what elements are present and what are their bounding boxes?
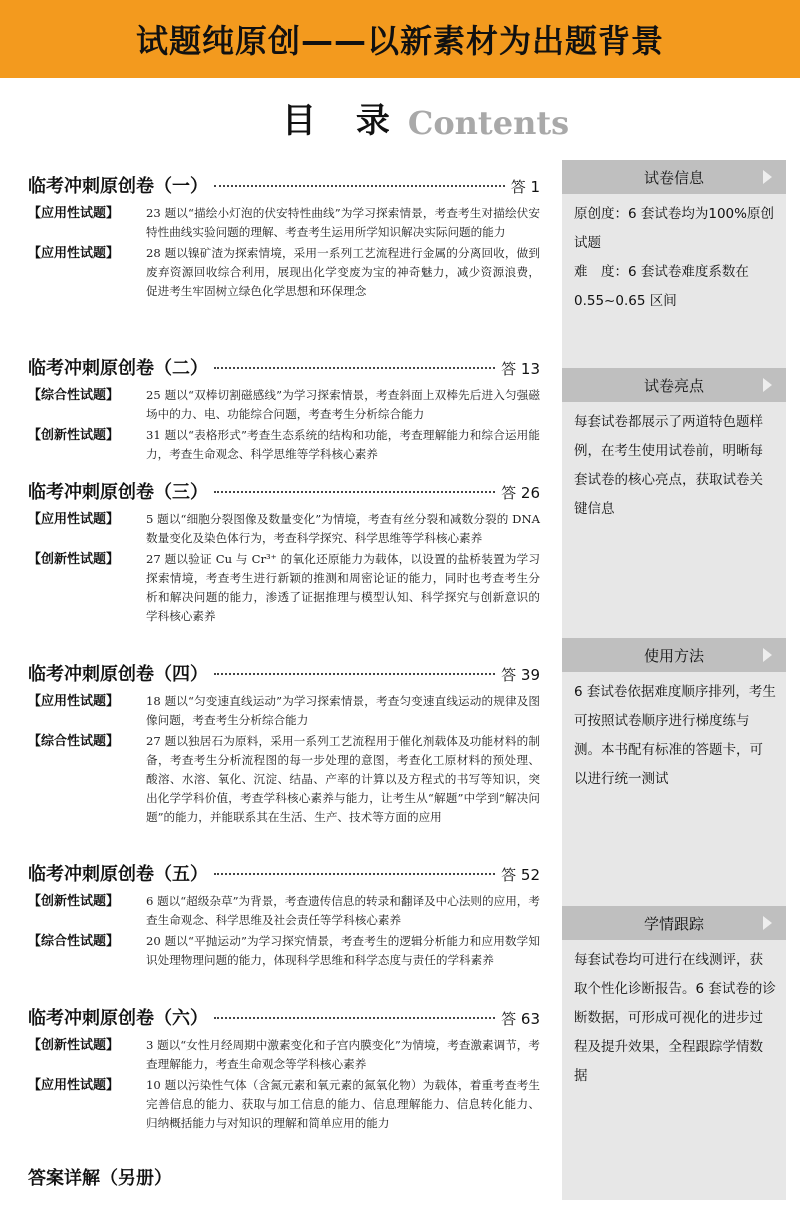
arrow-right-icon xyxy=(763,648,772,662)
section-text: 原创度：6 套试卷均为100%原创试题 xyxy=(574,206,774,251)
list-item xyxy=(28,692,540,730)
paper-entry-6[interactable] xyxy=(28,1004,540,1133)
answers-title: 答案详解（另册） xyxy=(28,1168,172,1189)
leader-dots xyxy=(214,1017,495,1019)
arrow-right-icon xyxy=(763,170,772,184)
toc-heading xyxy=(282,92,569,142)
sidebar-section-highlights xyxy=(562,368,786,524)
section-header[interactable] xyxy=(562,638,786,672)
item-tag: 【应用性试题】 xyxy=(28,512,120,527)
item-desc: 10 题以污染性气体（含氮元素和氧元素的氮氧化物）为载体，着重考查考生完善信息的能力、获取与加工信息的能力、信息理解能力、信息转化能力、归纳概括能力与对知识的理解和简单应用的能力 xyxy=(146,1078,540,1130)
item-desc: 5 题以“细胞分裂图像及数量变化”为情境，考查有丝分裂和减数分裂的 DNA 数量变化及染色体行为，考查科学探究、科学思维等学科核心素养 xyxy=(146,512,540,545)
item-desc: 6 题以“超级杂草”为背景，考查遗传信息的转录和翻译及中心法则的应用，考查生命观念、科学思维及社会责任等学科核心素养 xyxy=(146,894,540,927)
sidebar-section-usage xyxy=(562,638,786,794)
toc-title-en: Contents xyxy=(407,104,570,142)
list-item xyxy=(28,244,540,301)
section-header[interactable] xyxy=(562,368,786,402)
item-desc: 27 题以独居石为原料，采用一系列工艺流程用于催化剂载体及功能材料的制备，考查考生分析流程图的每一步处理的意图，考查化工原材料的预处理、酸溶、水溶、氧化、沉淀、结晶、产率的计算以及方程式的书写等知识，突出化学学科价值，考查学科核心素养与能力，让考生从“解题”中学到“解决问题”的能力，并能联系其在生活、生产、技术等方面的应用 xyxy=(146,734,540,824)
list-item xyxy=(28,510,540,548)
paper-entry-2[interactable] xyxy=(28,354,540,464)
paper-entry-4[interactable] xyxy=(28,660,540,827)
list-item xyxy=(28,426,540,464)
item-tag: 【综合性试题】 xyxy=(28,734,120,749)
list-item xyxy=(28,1036,540,1074)
leader-dots xyxy=(214,873,495,875)
paper-title: 临考冲刺原创卷（二） xyxy=(28,358,208,379)
leader-dots xyxy=(214,491,495,493)
section-label: 试卷信息 xyxy=(643,168,704,187)
section-header[interactable] xyxy=(562,160,786,194)
item-desc: 28 题以镍矿渣为探索情境，采用一系列工艺流程进行金属的分离回收，做到废弃资源回收综合利用，展现出化学变废为宝的神奇魅力，减少资源浪费，促进考生牢固树立绿色化学思想和环保理念 xyxy=(146,246,540,298)
paper-page: 答 1 xyxy=(510,178,540,196)
list-item xyxy=(28,932,540,970)
list-item xyxy=(28,386,540,424)
paper-page: 答 52 xyxy=(501,866,540,884)
item-tag: 【应用性试题】 xyxy=(28,694,120,709)
item-desc: 25 题以“双棒切割磁感线”为学习探索情景，考查斜面上双棒先后进入匀强磁场中的力、电、功能综合问题，考查考生分析综合能力 xyxy=(146,388,540,421)
item-tag: 【应用性试题】 xyxy=(28,206,120,221)
section-text: 6 套试卷依据难度顺序排列，考生可按照试卷顺序进行梯度练与测。本书配有标准的答题卡，可以进行统一测试 xyxy=(574,684,776,787)
top-banner xyxy=(0,0,800,78)
item-desc: 31 题以“表格形式”考查生态系统的结构和功能，考查理解能力和综合运用能力，考查生命观念、科学思维等学科核心素养 xyxy=(146,428,540,461)
sidebar-section-tracking xyxy=(562,906,786,1091)
section-text: 每套试卷均可进行在线测评，获取个性化诊断报告。6 套试卷的诊断数据，可形成可视化的进步过程及提升效果，全程跟踪学情数据 xyxy=(574,952,776,1084)
item-tag: 【综合性试题】 xyxy=(28,934,120,949)
answers-entry[interactable] xyxy=(28,1164,540,1194)
leader-dots xyxy=(214,185,505,187)
section-text: 难 度：6 套试卷难度系数在 0.55~0.65 区间 xyxy=(574,264,749,309)
arrow-right-icon xyxy=(763,378,772,392)
item-tag: 【创新性试题】 xyxy=(28,552,120,567)
paper-title: 临考冲刺原创卷（六） xyxy=(28,1008,208,1029)
item-tag: 【创新性试题】 xyxy=(28,1038,120,1053)
section-text: 每套试卷都展示了两道特色题样例，在考生使用试卷前，明晰每套试卷的核心亮点，获取试卷关键信息 xyxy=(574,414,763,517)
item-tag: 【应用性试题】 xyxy=(28,246,120,261)
item-desc: 3 题以“女性月经周期中激素变化和子宫内膜变化”为情境，考查激素调节，考查理解能力，考查生命观念等学科核心素养 xyxy=(146,1038,540,1071)
paper-entry-5[interactable] xyxy=(28,860,540,970)
list-item xyxy=(28,204,540,242)
paper-page: 答 26 xyxy=(501,484,540,502)
section-label: 试卷亮点 xyxy=(643,376,704,395)
paper-title: 临考冲刺原创卷（三） xyxy=(28,482,208,503)
list-item xyxy=(28,892,540,930)
item-tag: 【创新性试题】 xyxy=(28,894,120,909)
item-desc: 23 题以“描绘小灯泡的伏安特性曲线”为学习探索情景，考查考生对描绘伏安特性曲线实验问题的理解、考查考生运用所学知识解决实际问题的能力 xyxy=(146,206,540,239)
leader-dots xyxy=(214,673,495,675)
paper-page: 答 13 xyxy=(501,360,540,378)
item-tag: 【综合性试题】 xyxy=(28,388,120,403)
item-desc: 18 题以“匀变速直线运动”为学习探索情景，考查匀变速直线运动的规律及图像问题，考查考生分析综合能力 xyxy=(146,694,540,727)
paper-title: 临考冲刺原创卷（五） xyxy=(28,864,208,885)
paper-title: 临考冲刺原创卷（四） xyxy=(28,664,208,685)
list-item xyxy=(28,550,540,626)
section-label: 使用方法 xyxy=(643,646,704,665)
paper-entry-3[interactable] xyxy=(28,478,540,626)
info-sidebar xyxy=(562,160,786,1200)
paper-title: 临考冲刺原创卷（一） xyxy=(28,176,208,197)
item-desc: 27 题以验证 Cu 与 Cr³⁺ 的氧化还原能力为载体，以设置的盐桥装置为学习探索情境，考查考生进行新颖的推测和周密论证的能力，同时也考查考生分析和解决问题的能力，渗透了证据推理与模型认知、科学探究与创新意识的学科核心素养 xyxy=(146,552,540,623)
paper-page: 答 39 xyxy=(501,666,540,684)
section-header[interactable] xyxy=(562,906,786,940)
paper-page: 答 63 xyxy=(501,1010,540,1028)
item-desc: 20 题以“平抛运动”为学习探究情景，考查考生的逻辑分析能力和应用数学知识处理物理问题的能力，体现科学思维和科学态度与责任的学科素养 xyxy=(146,934,540,967)
banner-title: 试题纯原创——以新素材为出题背景 xyxy=(135,22,664,60)
section-label: 学情跟踪 xyxy=(643,914,704,933)
list-item xyxy=(28,1076,540,1133)
item-tag: 【应用性试题】 xyxy=(28,1078,120,1093)
list-item xyxy=(28,732,540,827)
arrow-right-icon xyxy=(763,916,772,930)
sidebar-section-info xyxy=(562,160,786,316)
toc-title-cn: 目 录 xyxy=(282,101,404,141)
paper-entry-1[interactable] xyxy=(28,172,540,301)
item-tag: 【创新性试题】 xyxy=(28,428,120,443)
leader-dots xyxy=(214,367,495,369)
